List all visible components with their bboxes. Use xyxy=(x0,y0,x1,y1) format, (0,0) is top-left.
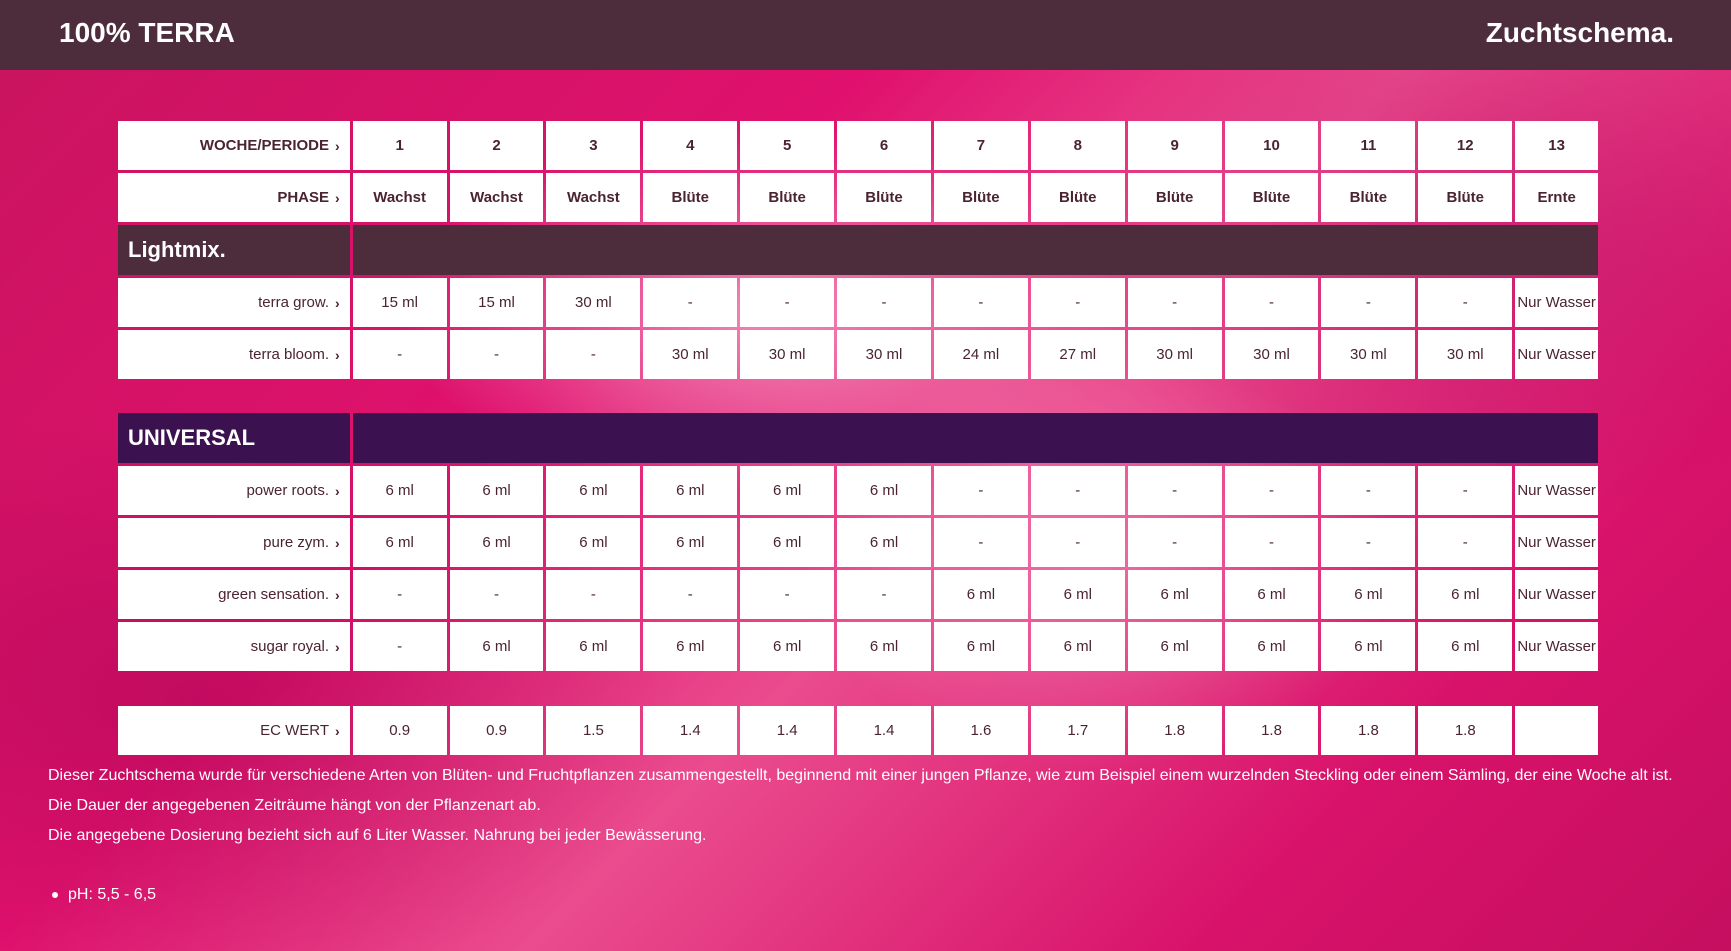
dose-cell: 6 ml xyxy=(546,466,640,515)
dose-cell: Nur Wasser xyxy=(1515,330,1598,379)
chevron-right-icon: › xyxy=(335,722,340,739)
phase-row xyxy=(118,173,1598,222)
product-label[interactable]: sugar royal. › xyxy=(118,622,350,671)
dose-cell: - xyxy=(1225,518,1319,567)
product-label[interactable]: pure zym. › xyxy=(118,518,350,567)
dose-cell: Nur Wasser xyxy=(1515,622,1598,671)
product-label[interactable]: green sensation. › xyxy=(118,570,350,619)
dose-cell: - xyxy=(740,278,834,327)
phase-cell: Wachst xyxy=(353,173,447,222)
dose-cell: 30 ml xyxy=(837,330,931,379)
dose-cell: 6 ml xyxy=(450,518,544,567)
dose-cell: 6 ml xyxy=(1031,570,1125,619)
phase-cell: Blüte xyxy=(837,173,931,222)
dose-cell: 6 ml xyxy=(1321,622,1415,671)
dose-cell: 30 ml xyxy=(1321,330,1415,379)
week-cell: 9 xyxy=(1128,121,1222,170)
section-header xyxy=(118,225,1598,275)
dose-cell: 30 ml xyxy=(740,330,834,379)
dose-cell: - xyxy=(353,622,447,671)
phase-cell: Blüte xyxy=(1225,173,1319,222)
dose-cell: - xyxy=(1321,278,1415,327)
dose-cell: 6 ml xyxy=(643,518,737,567)
dose-cell: 6 ml xyxy=(740,622,834,671)
dose-cell: - xyxy=(740,570,834,619)
ec-cell: 1.8 xyxy=(1321,706,1415,755)
ec-cell: 0.9 xyxy=(353,706,447,755)
ec-cell: 1.8 xyxy=(1128,706,1222,755)
dose-cell: - xyxy=(450,570,544,619)
ec-cell: 1.8 xyxy=(1225,706,1319,755)
ec-row xyxy=(118,706,1598,755)
dose-cell: 6 ml xyxy=(643,622,737,671)
dose-cell: - xyxy=(934,518,1028,567)
ec-cell xyxy=(1515,706,1598,755)
table-row xyxy=(118,518,1598,567)
dose-cell: - xyxy=(1128,466,1222,515)
product-label[interactable]: terra bloom. › xyxy=(118,330,350,379)
phase-label[interactable]: PHASE › xyxy=(118,173,350,222)
note-text: Die Dauer der angegebenen Zeiträume hängt von der Pflanzenart ab. xyxy=(48,797,541,814)
dose-cell: - xyxy=(1225,278,1319,327)
week-cell: 10 xyxy=(1225,121,1319,170)
chevron-right-icon: › xyxy=(335,294,340,311)
phase-cell: Blüte xyxy=(1128,173,1222,222)
chevron-right-icon: › xyxy=(335,638,340,655)
table-row xyxy=(118,466,1598,515)
dose-cell: Nur Wasser xyxy=(1515,570,1598,619)
section-title: Lightmix. xyxy=(118,225,350,275)
dose-cell: - xyxy=(643,570,737,619)
week-cell: 11 xyxy=(1321,121,1415,170)
dose-cell: - xyxy=(546,570,640,619)
dose-cell: 6 ml xyxy=(353,518,447,567)
chevron-right-icon: › xyxy=(335,189,340,206)
dose-cell: - xyxy=(1031,278,1125,327)
product-label[interactable]: terra grow. › xyxy=(118,278,350,327)
phase-cell: Blüte xyxy=(934,173,1028,222)
dose-cell: - xyxy=(1418,278,1512,327)
week-cell: 13 xyxy=(1515,121,1598,170)
week-cell: 12 xyxy=(1418,121,1512,170)
ec-cell: 1.4 xyxy=(837,706,931,755)
dose-cell: 6 ml xyxy=(837,622,931,671)
dose-cell: 6 ml xyxy=(546,518,640,567)
phase-cell: Wachst xyxy=(450,173,544,222)
dose-cell: 6 ml xyxy=(837,466,931,515)
phase-cell: Blüte xyxy=(1418,173,1512,222)
dose-cell: - xyxy=(837,570,931,619)
dose-cell: - xyxy=(1321,466,1415,515)
ec-section xyxy=(118,706,1598,758)
dose-cell: - xyxy=(643,278,737,327)
table-row xyxy=(118,622,1598,671)
dose-cell: - xyxy=(450,330,544,379)
dose-cell: - xyxy=(353,570,447,619)
phase-cell: Blüte xyxy=(740,173,834,222)
dose-cell: - xyxy=(1225,466,1319,515)
dose-cell: 6 ml xyxy=(450,466,544,515)
week-cell: 6 xyxy=(837,121,931,170)
dose-cell: 30 ml xyxy=(643,330,737,379)
table-row xyxy=(118,570,1598,619)
section-bar xyxy=(353,225,1598,275)
chevron-right-icon: › xyxy=(335,482,340,499)
dose-cell: Nur Wasser xyxy=(1515,466,1598,515)
brand-title: 100% TERRA xyxy=(59,17,235,48)
ec-cell: 1.7 xyxy=(1031,706,1125,755)
table-row xyxy=(118,278,1598,327)
dose-cell: 6 ml xyxy=(353,466,447,515)
note-text: Dieser Zuchtschema wurde für verschiedene Arten von Blüten- und Fruchtpflanzen zusammengestellt, beginnend mit einer jungen Pflanze, wie zum Beispiel einem wurzelnden Steckling oder einem Sämling, der eine Woche alt ist. xyxy=(48,767,1673,784)
dose-cell: - xyxy=(837,278,931,327)
dose-cell: 6 ml xyxy=(740,466,834,515)
dose-cell: - xyxy=(1128,518,1222,567)
chevron-right-icon: › xyxy=(335,346,340,363)
dose-cell: 30 ml xyxy=(1225,330,1319,379)
dose-cell: 15 ml xyxy=(353,278,447,327)
dose-cell: - xyxy=(934,278,1028,327)
section-title: UNIVERSAL xyxy=(118,413,350,463)
dose-cell: 6 ml xyxy=(1418,622,1512,671)
page-title: Zuchtschema. xyxy=(1485,17,1674,48)
week-cell: 7 xyxy=(934,121,1028,170)
dose-cell: 24 ml xyxy=(934,330,1028,379)
dose-cell: 6 ml xyxy=(740,518,834,567)
dose-cell: Nur Wasser xyxy=(1515,518,1598,567)
week-cell: 8 xyxy=(1031,121,1125,170)
section-header xyxy=(118,413,1598,463)
phase-cell: Blüte xyxy=(1031,173,1125,222)
ec-cell: 1.5 xyxy=(546,706,640,755)
dose-cell: - xyxy=(1031,518,1125,567)
dose-cell: - xyxy=(1418,466,1512,515)
week-cell: 4 xyxy=(643,121,737,170)
dose-cell: 30 ml xyxy=(546,278,640,327)
week-cell: 2 xyxy=(450,121,544,170)
phase-cell: Wachst xyxy=(546,173,640,222)
dose-cell: - xyxy=(1031,466,1125,515)
chevron-right-icon: › xyxy=(335,137,340,154)
dose-cell: 6 ml xyxy=(1031,622,1125,671)
top-bar xyxy=(0,0,1731,70)
dose-cell: 6 ml xyxy=(934,570,1028,619)
dose-cell: 15 ml xyxy=(450,278,544,327)
dose-cell: 30 ml xyxy=(1128,330,1222,379)
dose-cell: 27 ml xyxy=(1031,330,1125,379)
dose-cell: 30 ml xyxy=(1418,330,1512,379)
dose-cell: - xyxy=(934,466,1028,515)
product-label[interactable]: power roots. › xyxy=(118,466,350,515)
section-bar xyxy=(353,413,1598,463)
ec-label[interactable]: EC WERT › xyxy=(118,706,350,755)
chevron-right-icon: › xyxy=(335,534,340,551)
dose-cell: 6 ml xyxy=(1321,570,1415,619)
dose-cell: 6 ml xyxy=(1225,622,1319,671)
dose-cell: - xyxy=(1418,518,1512,567)
section-lightmix xyxy=(118,225,1598,382)
dose-cell: 6 ml xyxy=(1128,622,1222,671)
ec-cell: 1.4 xyxy=(740,706,834,755)
phase-cell: Blüte xyxy=(1321,173,1415,222)
week-label[interactable]: WOCHE/PERIODE › xyxy=(118,121,350,170)
section-universal xyxy=(118,413,1598,674)
schema-header xyxy=(118,121,1598,225)
ec-cell: 1.6 xyxy=(934,706,1028,755)
dose-cell: Nur Wasser xyxy=(1515,278,1598,327)
phase-cell: Ernte xyxy=(1515,173,1598,222)
week-cell: 3 xyxy=(546,121,640,170)
ec-cell: 1.8 xyxy=(1418,706,1512,755)
table-row xyxy=(118,330,1598,379)
ec-cell: 1.4 xyxy=(643,706,737,755)
dose-cell: 6 ml xyxy=(837,518,931,567)
dose-cell: 6 ml xyxy=(1128,570,1222,619)
ec-cell: 0.9 xyxy=(450,706,544,755)
week-row xyxy=(118,121,1598,170)
dose-cell: - xyxy=(1321,518,1415,567)
dose-cell: - xyxy=(353,330,447,379)
dose-cell: 6 ml xyxy=(934,622,1028,671)
phase-cell: Blüte xyxy=(643,173,737,222)
ph-text: pH: 5,5 - 6,5 xyxy=(68,886,157,903)
dose-cell: 6 ml xyxy=(643,466,737,515)
week-cell: 1 xyxy=(353,121,447,170)
dose-cell: - xyxy=(546,330,640,379)
list-item xyxy=(52,886,156,904)
note-text: Die angegebene Dosierung bezieht sich auf 6 Liter Wasser. Nahrung bei jeder Bewässerung. xyxy=(48,827,707,844)
dose-cell: 6 ml xyxy=(1418,570,1512,619)
dose-cell: - xyxy=(1128,278,1222,327)
dose-cell: 6 ml xyxy=(450,622,544,671)
dose-cell: 6 ml xyxy=(1225,570,1319,619)
bullet-icon xyxy=(52,892,58,898)
week-cell: 5 xyxy=(740,121,834,170)
dose-cell: 6 ml xyxy=(546,622,640,671)
chevron-right-icon: › xyxy=(335,586,340,603)
